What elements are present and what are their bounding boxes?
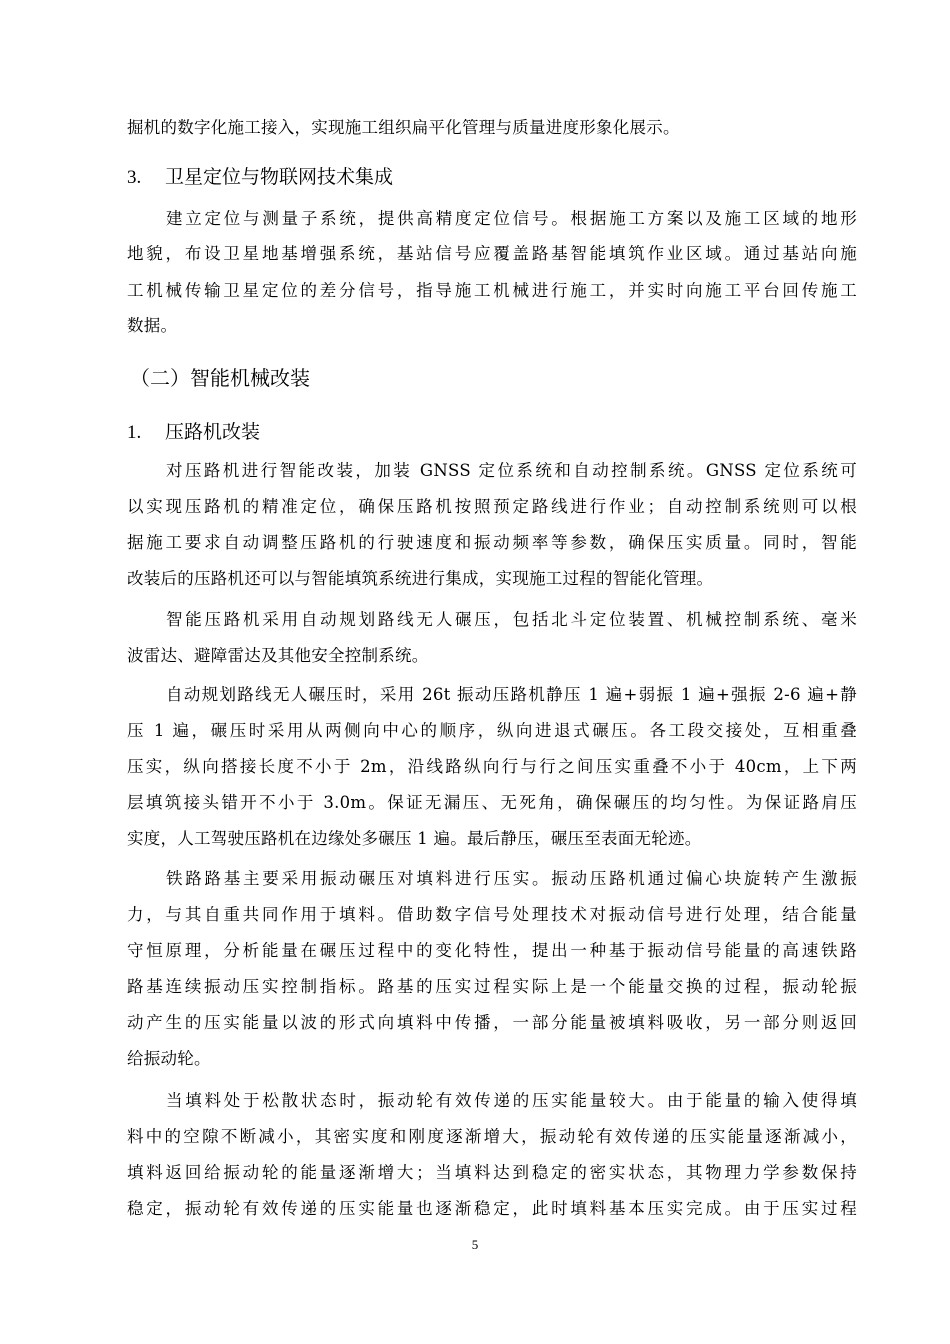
section-heading: （二）智能机械改装	[130, 366, 310, 390]
paragraph-line: 稳定，振动轮有效传递的压实能量也逐渐稳定，此时填料基本压实完成。由于压实过程	[127, 1199, 857, 1218]
paragraph-line: 守恒原理，分析能量在碾压过程中的变化特性，提出一种基于振动信号能量的高速铁路	[127, 941, 857, 960]
paragraph-line: 力，与其自重共同作用于填料。借助数字信号处理技术对振动信号进行处理，结合能量	[127, 905, 857, 924]
paragraph-line: 对压路机进行智能改装，加装 GNSS 定位系统和自动控制系统。GNSS 定位系统可	[166, 461, 857, 480]
paragraph-line: 以实现压路机的精准定位，确保压路机按照预定路线进行作业；自动控制系统则可以根	[127, 497, 857, 516]
paragraph-line: 智能压路机采用自动规划路线无人碾压，包括北斗定位装置、机械控制系统、毫米	[166, 610, 857, 629]
paragraph-line: 工机械传输卫星定位的差分信号，指导施工机械进行施工，并实时向施工平台回传施工	[127, 281, 857, 300]
heading-text: 卫星定位与物联网技术集成	[165, 166, 394, 188]
heading-number: 3.	[127, 167, 142, 188]
paragraph-line: 料中的空隙不断减小，其密实度和刚度逐渐增大，振动轮有效传递的压实能量逐渐减小，	[127, 1127, 857, 1146]
heading-text: 压路机改装	[165, 421, 261, 443]
subsection-heading	[127, 419, 260, 446]
paragraph-line: 压实，纵向搭接长度不小于 2m，沿线路纵向行与行之间压实重叠不小于 40cm，上下两	[127, 757, 857, 776]
paragraph-line: 改装后的压路机还可以与智能填筑系统进行集成，实现施工过程的智能化管理。	[127, 569, 714, 588]
paragraph-line: 动产生的压实能量以波的形式向填料中传播，一部分能量被填料吸收，另一部分则返回	[127, 1013, 857, 1032]
text-line: 掘机的数字化施工接入，实现施工组织扁平化管理与质量进度形象化展示。	[127, 118, 680, 137]
paragraph-line: 压 1 遍，碾压时采用从两侧向中心的顺序，纵向进退式碾压。各工段交接处，互相重叠	[127, 721, 857, 740]
subsection-heading	[127, 164, 393, 191]
paragraph-line: 建立定位与测量子系统，提供高精度定位信号。根据施工方案以及施工区域的地形	[166, 209, 857, 228]
paragraph-line: 自动规划路线无人碾压时，采用 26t 振动压路机静压 1 遍+弱振 1 遍+强振 2-6 遍+静	[166, 685, 857, 704]
paragraph-line: 实度，人工驾驶压路机在边缘处多碾压 1 遍。最后静压，碾压至表面无轮迹。	[127, 829, 702, 848]
paragraph-line: 铁路路基主要采用振动碾压对填料进行压实。振动压路机通过偏心块旋转产生激振	[166, 869, 857, 888]
page-number: 5	[471, 1237, 479, 1252]
paragraph-line: 当填料处于松散状态时，振动轮有效传递的压实能量较大。由于能量的输入使得填	[166, 1091, 857, 1110]
paragraph-line: 层填筑接头错开不小于 3.0m。保证无漏压、无死角，确保碾压的均匀性。为保证路肩压	[127, 793, 857, 812]
paragraph-line: 给振动轮。	[127, 1049, 211, 1068]
heading-number: 1.	[127, 422, 142, 443]
paragraph-line: 据施工要求自动调整压路机的行驶速度和振动频率等参数，确保压实质量。同时，智能	[127, 533, 857, 552]
paragraph-line: 地貌，布设卫星地基增强系统，基站信号应覆盖路基智能填筑作业区域。通过基站向施	[127, 244, 857, 263]
paragraph-line: 路基连续振动压实控制指标。路基的压实过程实际上是一个能量交换的过程，振动轮振	[127, 977, 857, 996]
paragraph-line: 数据。	[127, 316, 178, 335]
paragraph-line: 填料返回给振动轮的能量逐渐增大；当填料达到稳定的密实状态，其物理力学参数保持	[127, 1163, 857, 1182]
paragraph-line: 波雷达、避障雷达及其他安全控制系统。	[127, 646, 429, 665]
